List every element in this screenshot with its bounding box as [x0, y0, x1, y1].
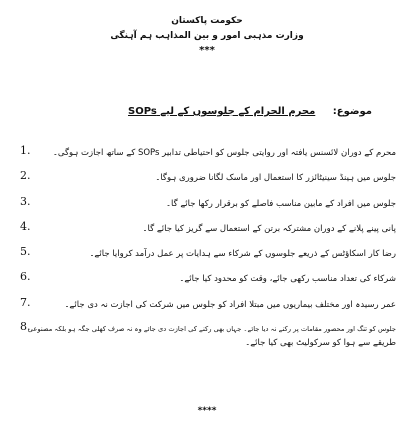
header-separator-stars: *** — [199, 45, 215, 56]
list-item-number: 6. — [20, 270, 31, 283]
list-item-number: 1. — [20, 144, 31, 157]
list-item-7 — [20, 298, 396, 312]
list-item-text: عمر رسیدہ اور مختلف بیماریوں میں مبتلا افراد کو جلوس میں شرکت کی اجازت نہ دی جائے۔ — [64, 300, 396, 310]
subject-line — [20, 106, 372, 122]
list-item-number: 8. — [20, 320, 31, 333]
footer-separator-stars: **** — [197, 406, 217, 416]
list-item-number: 4. — [20, 220, 31, 233]
list-item-4 — [20, 222, 396, 236]
list-item-2 — [20, 171, 396, 185]
list-item-8 — [20, 322, 396, 350]
subject-label: موضوع: — [332, 106, 372, 117]
list-item-3 — [20, 197, 396, 211]
list-item-text: جلوس میں افراد کے مابین مناسب فاصلے کو برقرار رکھا جائے گا۔ — [166, 199, 396, 209]
list-item-number: 5. — [20, 245, 31, 258]
subject-title: محرم الحرام کے جلوسوں کے لیے SOPs — [128, 106, 316, 117]
document-header — [0, 14, 414, 58]
list-item-number: 7. — [20, 296, 31, 309]
list-item-continuation: طریقے سے ہوا کو سرکولیٹ بھی کیا جائے۔ — [245, 338, 396, 348]
list-item-6 — [20, 272, 396, 286]
list-item-text: رضا کار اسکاؤٹس کے ذریعے جلوسوں کے شرکاء سے ہدایات پر عمل درآمد کروایا جائے۔ — [89, 249, 396, 259]
list-item-number: 3. — [20, 195, 31, 208]
ministry-title: وزارت مذہبی امور و بین المذاہب ہم آہنگی — [110, 31, 304, 41]
list-item-number: 2. — [20, 169, 31, 182]
list-item-text: جلوس کو تنگ اور محصور مقامات پر رکنے نہ دیا جائے۔ جہاں بھی رکنے کی اجازت دی جائے وہ نہ صرف کھلی جگہ ہو بلکہ مصنوعی — [27, 325, 396, 333]
list-item-5 — [20, 247, 396, 261]
list-item-text: پانی پینے پلانے کے دوران مشترکہ برتن کے استعمال سے گریز کیا جائے گا۔ — [142, 224, 396, 234]
government-title: حکومت پاکستان — [171, 16, 243, 26]
list-item-text: شرکاء کی تعداد مناسب رکھی جائے، وقت کو محدود کیا جائے۔ — [179, 274, 396, 284]
list-item-text: جلوس میں ہینڈ سینیٹائزر کا استعمال اور ماسک لگانا ضروری ہوگا۔ — [155, 173, 396, 183]
list-item-1 — [20, 146, 396, 160]
list-item-text: محرم کے دوران لائسنس یافتہ اور روایتی جلوس کو احتیاطی تدابیر SOPs کے ساتھ اجازت ہوگی۔ — [52, 148, 396, 158]
